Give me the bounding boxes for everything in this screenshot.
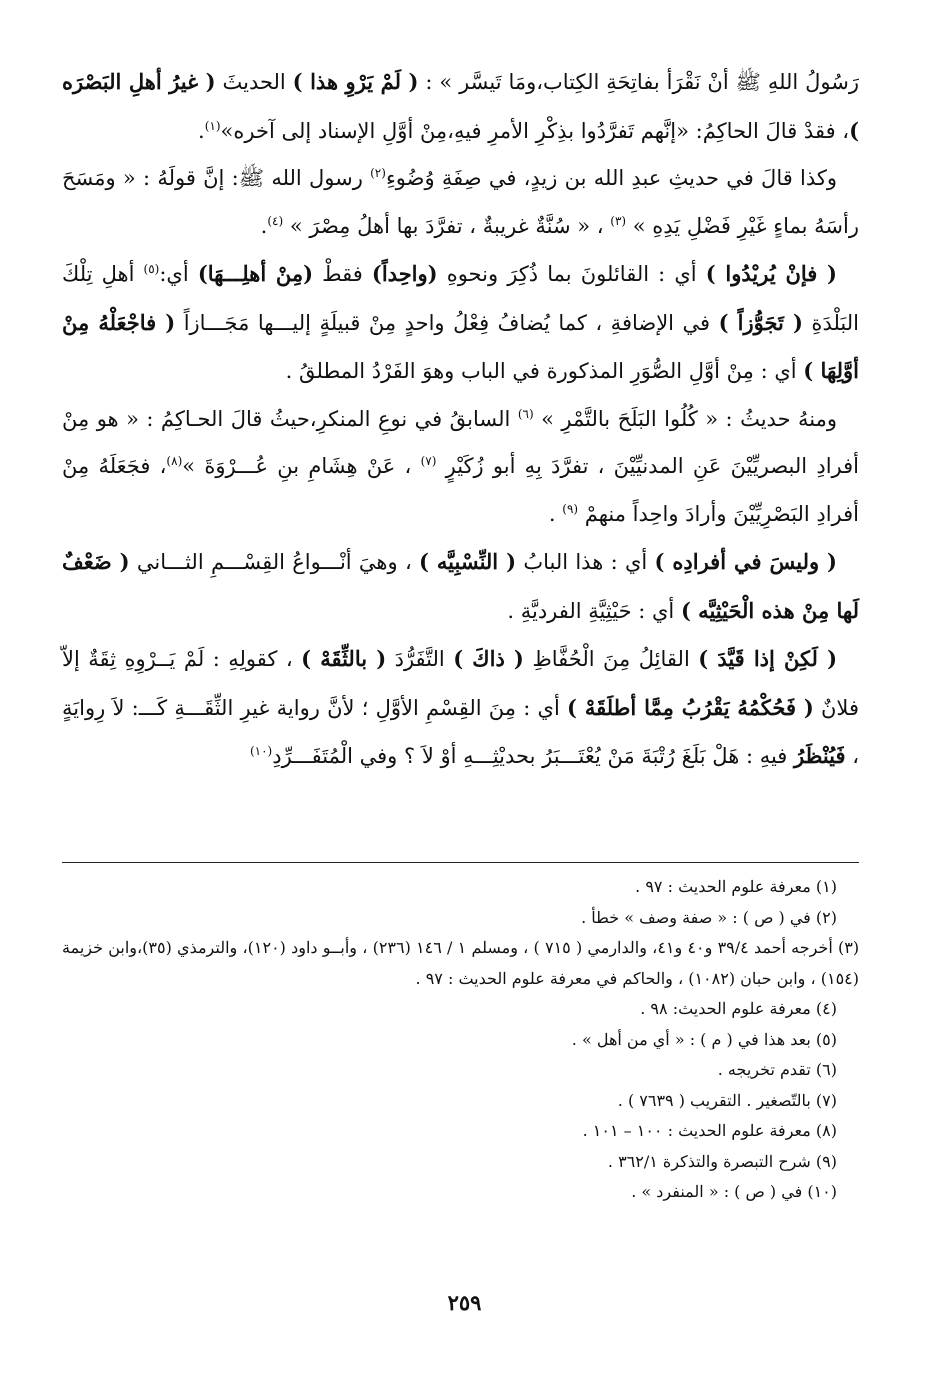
sharh-text: رسول الله ﷺ: إنَّ قولَهُ : « ومَسَحَ رأسَهُ بماءٍ غَيْرِ فَضْلِ يَدِهِ » <box>62 166 859 238</box>
matn-text: ( لَكِنْ إذا قَيَّدَ ) <box>698 646 838 671</box>
footnote: (٦) تقدم تخريجه . <box>717 1060 837 1079</box>
footnote: (٥) بعد هذا في ( م ) : « أي من أهل » . <box>571 1029 837 1049</box>
matn-text: ( وليسَ في أفرادِه ) <box>654 549 837 574</box>
matn-text: (مِنْ أهلِـــهَا) <box>197 261 314 286</box>
matn-text: ( بالثِّقَهْ ) <box>301 646 387 671</box>
sharh-text: ، وهيَ أنْـــواعُ القِسْـــمِ الثـــاني <box>129 550 420 574</box>
matn-text: (واحِداً) <box>371 261 438 286</box>
footnote: (٨) معرفة علوم الحديث : ١٠٠ – ١٠١ . <box>582 1121 837 1140</box>
sharh-text: السابقُ في نوعِ المنكرِ،حيثُ قالَ الحـاكِمُ : « هو مِنْ أفرادِ البصريِّيْنَ عَنِ المدنيِّيْنَ ، تفرَّدَ بِهِ أبو زُكَيْرٍ <box>62 406 859 478</box>
footnote-separator <box>62 862 859 863</box>
sharh-text: ، « سُنَّةٌ غريبةٌ ، تفرَّدَ بها أهلُ مِصْرَ » <box>283 213 611 238</box>
sharh-text: أي : هذا البابُ <box>516 550 655 574</box>
footnote-marker[interactable]: (٦) <box>517 406 534 421</box>
paragraph <box>62 635 859 781</box>
footnote: (٣) أخرجه أحمد ٣٩/٤ و٤٠ و٤١، والدارمي ( ٧١٥ ) ، ومسلم ١ / ١٤٦ (٢٣٦) ، وأبــو داود (١٢٠)، والترمذي (٣٥)،وابن خزيمة (١٥٤) ، وابن حبان (١٠٨٢) ، والحاكم في معرفة علوم الحديث : ٩٧ . <box>62 938 860 988</box>
matn-text: ( فإنْ يُريْدُوا ) <box>705 261 837 286</box>
footnote-marker[interactable]: (٩) <box>562 501 579 516</box>
matn-text: ( لَمْ يَرْوِ هذا ) <box>292 69 419 94</box>
footnote: (٢) في ( ص ) : « صفة وصف » خطأ . <box>581 907 837 927</box>
sharh-text: الحديثَ <box>215 70 293 94</box>
footnote-marker[interactable]: (٨) <box>166 454 183 468</box>
sharh-text: . <box>548 501 563 526</box>
matn-text: ( فاجْعَلْهُ مِنْ أوَّلِهَا ) <box>62 309 859 383</box>
paragraph <box>62 250 859 396</box>
footnote-marker[interactable]: (١) <box>204 118 221 133</box>
sharh-text: رَسُولُ اللهِ ﷺ أنْ نَقْرَأ بفاتِحَةِ الكِتاب،ومَا تَيسَّر » : <box>418 70 859 94</box>
matn-text: فَيُنْظَرُ <box>794 743 846 768</box>
sharh-text: أي : مِنَ القِسْمِ الأوَّلِ ؛ لأنَّ رواية غيرِ الثِّقَـــةِ كَـــ: لاَ رِوايَةٍ ، <box>62 695 859 768</box>
sharh-text: ، عَنْ هِشَامِ بنِ عُـــرْوَةَ » <box>182 454 421 478</box>
footnote-marker[interactable]: (١٠) <box>249 744 273 758</box>
paragraph <box>62 155 859 250</box>
sharh-text: أي : القائلونَ بما ذُكِرَ ونحوهِ <box>437 262 706 286</box>
page-number: ٢٥٩ <box>447 1290 482 1315</box>
sharh-text: . <box>260 213 268 238</box>
sharh-text: أي : مِنْ أوَّلِ الصُّوَرِ المذكورة في الباب وهوَ الفَرْدُ المطلقُ . <box>285 359 804 383</box>
footnote: (٩) شرح التبصرة والتذكرة ٣٦٢/١ . <box>607 1151 837 1171</box>
sharh-text: أي : حَيْثِيَّةِ الفرديَّةِ . <box>507 598 681 623</box>
sharh-text: ، فقدْ قالَ الحاكِمُ: «إنَّهم تَفرَّدُوا بذِكْرِ الأمرِ فيهِ،مِنْ أوَّلِ الإسناد إلى آخره» <box>220 118 850 143</box>
footnote-marker[interactable]: (٣) <box>610 213 627 228</box>
sharh-text: في الإضافةِ ، كما يُضافُ فِعْلُ واحدٍ مِنْ قبيلَةٍ إليـــها مَجَـــازاً <box>175 310 719 335</box>
sharh-text: أهلِ تِلْكَ البَلْدَةِ <box>62 262 859 335</box>
paragraph <box>62 396 859 539</box>
sharh-text: القائِلُ مِنَ الْحُفَّاظِ <box>523 647 699 671</box>
matn-text: ( ضَعْفٌ لَها مِنْ هذه الْحَيْثِيَّه ) <box>62 549 859 623</box>
sharh-text: . <box>198 118 205 143</box>
footnote-marker[interactable]: (٧) <box>420 454 437 468</box>
footnote: (٤) معرفة علوم الحديث: ٩٨ . <box>640 999 837 1018</box>
sharh-text: فقطْ <box>313 262 372 286</box>
sharh-text: ، كقولِهِ : لَمْ يَــرْوِهِ ثِقَةٌ إلاّ فلانٌ <box>62 647 859 720</box>
sharh-text: ومنهُ حديثُ : « كُلُوا البَلَحَ بالتَّمْرِ » <box>533 406 838 431</box>
footnote: (١٠) في ( ص ) : « المنفرد » . <box>631 1182 837 1201</box>
matn-text: ( غيرُ أهلِ البَصْرَه ) <box>62 69 859 143</box>
footnote: (١) معرفة علوم الحديث : ٩٧ . <box>635 877 837 896</box>
main-text <box>62 58 859 781</box>
matn-text: ( النِّسْبِيَّه ) <box>419 549 517 574</box>
paragraph <box>62 538 859 635</box>
sharh-text: وكذا قالَ في حديثِ عبدِ الله بن زيدٍ، في صِفَةِ وُضُوءِ <box>385 166 837 190</box>
sharh-text: التَّفَرُّدَ <box>386 647 454 671</box>
sharh-text: ، فجَعَلَهُ مِنْ أفرادِ البَصْرِيِّيْنَ وأرادَ واحِداً منهمْ <box>62 454 859 526</box>
footnote: (٧) بالتّصغير . التقريب ( ٧٦٣٩ ) . <box>617 1090 837 1110</box>
matn-text: ( فَحُكْمُهُ يَقْرُبُ مِمَّا أطلَقَهْ ) <box>567 694 814 720</box>
footnote-marker[interactable]: (٥) <box>143 262 160 276</box>
paragraph <box>62 58 859 155</box>
footnote-marker[interactable]: (٢) <box>370 166 386 180</box>
sharh-text: أي: <box>159 262 198 286</box>
footnote-marker[interactable]: (٤) <box>267 213 284 228</box>
footnotes-list <box>62 872 859 1208</box>
matn-text: ( ذاكَ ) <box>453 646 524 671</box>
matn-text: ( تَجَوُّزاً ) <box>718 309 803 335</box>
sharh-text: فيهِ : هَلْ بَلَغَ رُتْبَةَ مَنْ يُعْتَـــبَرُ بحديْثِـــهِ أوْ لاَ ؟ وفي الْمُتَفَـــرِّدِ <box>272 744 795 768</box>
